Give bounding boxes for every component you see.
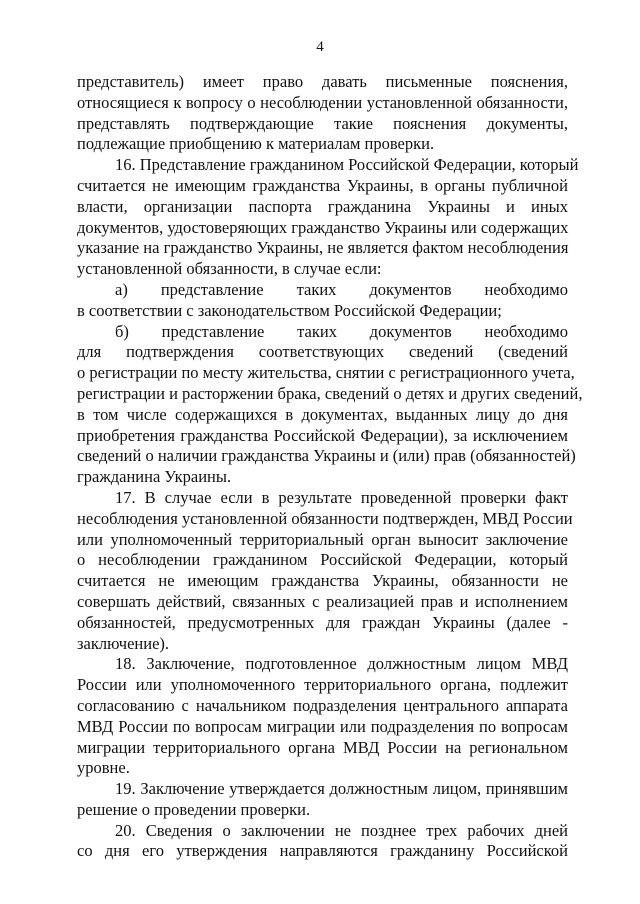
text-line: 19. Заключение утверждается должностным лицом, принявшим xyxy=(115,779,568,799)
text-line: о несоблюдении гражданином Российской Федерации, который xyxy=(77,550,568,570)
page-number: 4 xyxy=(316,39,324,55)
text-line: подлежащие приобщению к материалам проверки. xyxy=(77,134,435,154)
text-line: представлять подтверждающие такие пояснения документы, xyxy=(77,113,568,133)
text-line: считается не имеющим гражданства Украины, обязанности не xyxy=(77,571,568,591)
text-line: 16. Представление гражданином Российской Федерации, который xyxy=(115,155,579,175)
text-line: указание на гражданство Украины, не является фактом несоблюдения xyxy=(77,238,569,258)
text-line: в соответствии с законодательством Российской Федерации; xyxy=(77,300,502,320)
text-line: документов, удостоверяющих гражданство Украины или содержащих xyxy=(77,217,569,237)
text-line: России или уполномоченного территориального органа, подлежит xyxy=(77,675,568,695)
text-line: относящиеся к вопросу о несоблюдении установленной обязанности, xyxy=(77,92,568,112)
text-line: заключение). xyxy=(77,633,170,653)
text-line: приобретения гражданства Российской Федерации), за исключением xyxy=(77,425,568,445)
text-line: МВД России по вопросам миграции или подразделения по вопросам xyxy=(77,716,568,736)
text-line: установленной обязанности, в случае если: xyxy=(77,259,382,279)
text-line: регистрации и расторжении брака, сведений о детях и других сведений, xyxy=(77,383,583,403)
text-line: б) представление таких документов необходимо xyxy=(115,321,568,341)
text-line: 18. Заключение, подготовленное должностным лицом МВД xyxy=(115,654,568,674)
text-line: сведений о наличии гражданства Украины и (или) прав (обязанностей) xyxy=(77,446,576,466)
document-body xyxy=(77,72,583,862)
text-line: совершать действий, связанных с реализацией прав и исполнением xyxy=(77,591,568,611)
text-line: решение о проведении проверки. xyxy=(77,799,311,819)
text-line: для подтверждения соответствующих сведений (сведений xyxy=(77,342,568,362)
text-line: считается не имеющим гражданства Украины, в органы публичной xyxy=(77,175,568,195)
text-line: обязанностей, предусмотренных для граждан Украины (далее - xyxy=(77,612,568,632)
text-line: миграции территориального органа МВД России на региональном xyxy=(77,737,568,757)
text-line: власти, организации паспорта гражданина Украины и иных xyxy=(77,196,568,216)
text-line: представитель) имеет право давать письменные пояснения, xyxy=(77,72,568,91)
text-line: 17. В случае если в результате проведенной проверки факт xyxy=(115,487,568,507)
text-line: 20. Сведения о заключении не позднее трех рабочих дней xyxy=(115,820,568,840)
text-line: согласованию с начальником подразделения центрального аппарата xyxy=(77,695,568,715)
text-line: а) представление таких документов необходимо xyxy=(115,279,568,299)
text-line: уровне. xyxy=(77,758,130,778)
text-line: или уполномоченный территориальный орган выносит заключение xyxy=(77,529,568,549)
text-line: о регистрации по месту жительства, снятии с регистрационного учета, xyxy=(77,363,575,383)
text-line: гражданина Украины. xyxy=(77,467,232,487)
text-line: несоблюдения установленной обязанности подтвержден, МВД России xyxy=(77,508,573,528)
text-line: со дня его утверждения направляются гражданину Российской xyxy=(77,841,568,861)
text-line: в том числе содержащихся в документах, выданных лицу до дня xyxy=(77,404,568,424)
